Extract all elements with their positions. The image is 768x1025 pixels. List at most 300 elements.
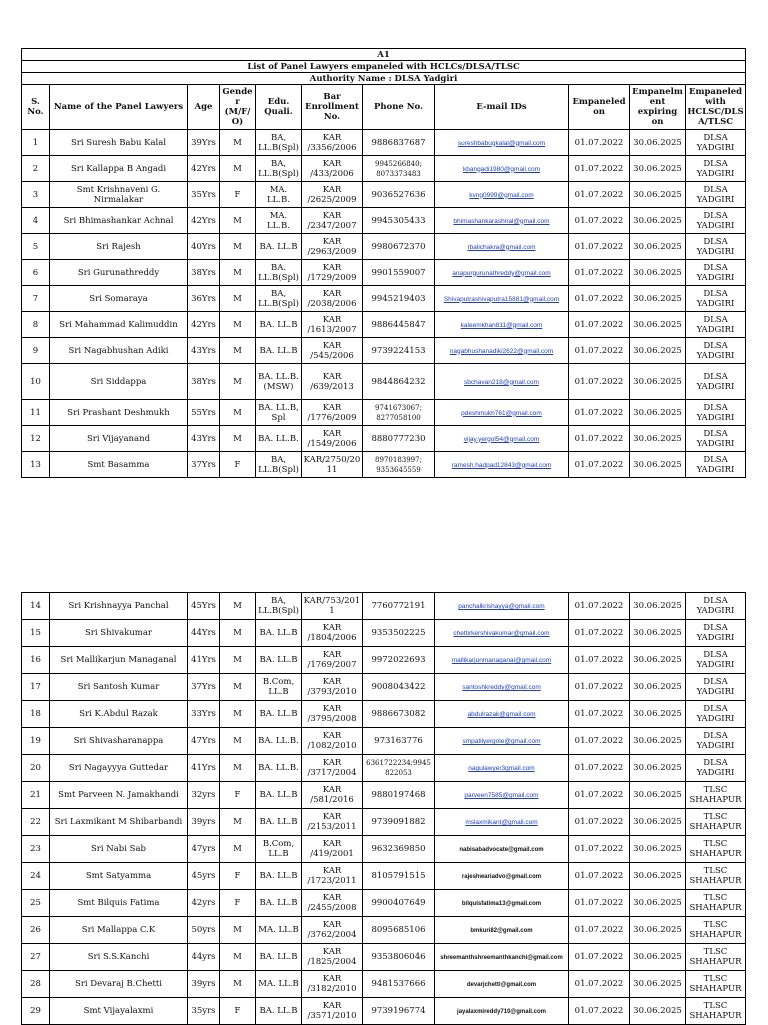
cell-gender: M — [220, 156, 256, 182]
cell-empaneled-with: TLSC SHAHAPUR — [686, 998, 746, 1025]
table-row — [22, 400, 746, 426]
cell-bar-enrollment: KAR /1082/2010 — [302, 728, 363, 755]
cell-empaneled-with: DLSA YADGIRI — [686, 426, 746, 452]
cell-sno: 22 — [22, 809, 50, 836]
email-link: devarjchetti@gmail.com — [466, 982, 537, 988]
cell-bar-enrollment: KAR /3795/2008 — [302, 701, 363, 728]
cell-name: Smt Satyamma — [50, 863, 188, 890]
cell-email — [435, 364, 569, 400]
cell-expiring-on: 30.06.2025 — [630, 674, 686, 701]
cell-empaneled-with: TLSC SHAHAPUR — [686, 863, 746, 890]
cell-education: MA. LL.B. — [256, 182, 302, 208]
cell-empaneled-with: DLSA YADGIRI — [686, 647, 746, 674]
cell-empaneled-on: 01.07.2022 — [569, 728, 630, 755]
cell-empaneled-on: 01.07.2022 — [569, 998, 630, 1025]
cell-gender: M — [220, 836, 256, 863]
cell-education: BA. LL.B, Spl — [256, 400, 302, 426]
cell-email — [435, 338, 569, 364]
email-link[interactable]: mallikarjunmanaganal@gmail.com — [451, 657, 552, 664]
cell-gender: F — [220, 890, 256, 917]
cell-name: Smt Bilquis Fatima — [50, 890, 188, 917]
cell-empaneled-with: DLSA YADGIRI — [686, 400, 746, 426]
email-link[interactable]: pdeshmukh761@gmail.com — [461, 409, 542, 417]
cell-expiring-on: 30.06.2025 — [630, 452, 686, 478]
cell-bar-enrollment: KAR /433/2006 — [302, 156, 363, 182]
table-row — [22, 782, 746, 809]
cell-education: BA. LL.B — [256, 234, 302, 260]
cell-expiring-on: 30.06.2025 — [630, 338, 686, 364]
cell-phone: 9739196774 — [363, 998, 435, 1025]
cell-phone: 8105791515 — [363, 863, 435, 890]
table-row — [22, 674, 746, 701]
cell-expiring-on: 30.06.2025 — [630, 647, 686, 674]
cell-education: BA, LL.B(Spl) — [256, 156, 302, 182]
cell-phone: 9036527636 — [363, 182, 435, 208]
email-link[interactable]: sureshbabugkalal@gmail.com — [457, 139, 546, 147]
cell-email — [435, 728, 569, 755]
cell-expiring-on: 30.06.2025 — [630, 208, 686, 234]
email-link: jayalaxmireddy710@gmail.com — [457, 1009, 546, 1015]
cell-email — [435, 620, 569, 647]
cell-education: MA. LL.B — [256, 917, 302, 944]
cell-empaneled-with: DLSA YADGIRI — [686, 338, 746, 364]
cell-phone: 9353806046 — [363, 944, 435, 971]
cell-expiring-on: 30.06.2025 — [630, 809, 686, 836]
cell-name: Sri Santosh Kumar — [50, 674, 188, 701]
cell-gender: M — [220, 312, 256, 338]
cell-email — [435, 208, 569, 234]
table-row — [22, 156, 746, 182]
cell-email — [435, 286, 569, 312]
cell-empaneled-with: TLSC SHAHAPUR — [686, 890, 746, 917]
cell-sno: 24 — [22, 863, 50, 890]
cell-name: Smt Vijayalaxmi — [50, 998, 188, 1025]
email-link[interactable]: bhimashankarashnal@gmail.com — [453, 217, 550, 225]
header-gender: Gender (M/F/O) — [220, 85, 256, 130]
cell-education: B.Com, LL.B — [256, 836, 302, 863]
cell-name: Sri Kallappa B Angadi — [50, 156, 188, 182]
cell-age: 47yrs — [188, 836, 220, 863]
cell-gender: M — [220, 338, 256, 364]
cell-empaneled-on: 01.07.2022 — [569, 260, 630, 286]
cell-sno: 8 — [22, 312, 50, 338]
cell-sno: 13 — [22, 452, 50, 478]
cell-email — [435, 234, 569, 260]
cell-empaneled-with: TLSC SHAHAPUR — [686, 782, 746, 809]
email-link[interactable]: parveen7585@gmail.com — [464, 792, 539, 799]
cell-email — [435, 944, 569, 971]
cell-phone: 9972022693 — [363, 647, 435, 674]
table-row — [22, 647, 746, 674]
cell-bar-enrollment: KAR /2455/2008 — [302, 890, 363, 917]
cell-sno: 28 — [22, 971, 50, 998]
cell-email — [435, 809, 569, 836]
cell-education: BA. LL.B — [256, 701, 302, 728]
cell-phone: 973163776 — [363, 728, 435, 755]
cell-empaneled-with: DLSA YADGIRI — [686, 593, 746, 620]
cell-empaneled-with: DLSA YADGIRI — [686, 234, 746, 260]
cell-name: Sri Krishnayya Panchal — [50, 593, 188, 620]
cell-bar-enrollment: KAR /1769/2007 — [302, 647, 363, 674]
cell-sno: 9 — [22, 338, 50, 364]
header-empaneled-on: Empaneled on — [569, 85, 630, 130]
cell-gender: M — [220, 701, 256, 728]
cell-empaneled-with: TLSC SHAHAPUR — [686, 917, 746, 944]
cell-expiring-on: 30.06.2025 — [630, 130, 686, 156]
table-row — [22, 593, 746, 620]
cell-phone: 8970183997; 9353645559 — [363, 452, 435, 478]
cell-age: 41Yrs — [188, 647, 220, 674]
cell-age: 43Yrs — [188, 338, 220, 364]
cell-name: Sri Mallikarjun Managanal — [50, 647, 188, 674]
cell-phone: 9741673067; 8277058100 — [363, 400, 435, 426]
table-row — [22, 809, 746, 836]
cell-age: 36Yrs — [188, 286, 220, 312]
table-row — [22, 701, 746, 728]
cell-age: 33Yrs — [188, 701, 220, 728]
cell-age: 39yrs — [188, 809, 220, 836]
table-row — [22, 755, 746, 782]
table-row — [22, 836, 746, 863]
cell-email — [435, 836, 569, 863]
cell-empaneled-on: 01.07.2022 — [569, 944, 630, 971]
table-row — [22, 620, 746, 647]
cell-education: MA. LL.B — [256, 971, 302, 998]
header-row — [22, 85, 746, 130]
cell-empaneled-on: 01.07.2022 — [569, 364, 630, 400]
cell-gender: F — [220, 863, 256, 890]
cell-expiring-on: 30.06.2025 — [630, 593, 686, 620]
cell-phone: 9008043422 — [363, 674, 435, 701]
cell-bar-enrollment: KAR /2625/2009 — [302, 182, 363, 208]
cell-empaneled-on: 01.07.2022 — [569, 917, 630, 944]
email-link[interactable]: vijay.yergol54@gmail.com — [463, 435, 540, 443]
email-link[interactable]: chettirkershivakumar@gmail.com — [453, 630, 550, 637]
cell-phone: 9632369850 — [363, 836, 435, 863]
cell-empaneled-with: DLSA YADGIRI — [686, 260, 746, 286]
cell-sno: 21 — [22, 782, 50, 809]
cell-education: BA. LL.B. (MSW) — [256, 364, 302, 400]
cell-empaneled-with: DLSA YADGIRI — [686, 208, 746, 234]
cell-sno: 17 — [22, 674, 50, 701]
cell-bar-enrollment: KAR /1776/2009 — [302, 400, 363, 426]
cell-sno: 27 — [22, 944, 50, 971]
cell-empaneled-with: TLSC SHAHAPUR — [686, 809, 746, 836]
cell-age: 42Yrs — [188, 312, 220, 338]
cell-gender: M — [220, 234, 256, 260]
cell-empaneled-on: 01.07.2022 — [569, 156, 630, 182]
cell-gender: M — [220, 620, 256, 647]
cell-bar-enrollment: KAR /581/2016 — [302, 782, 363, 809]
cell-bar-enrollment: KAR/2750/2011 — [302, 452, 363, 478]
cell-sno: 25 — [22, 890, 50, 917]
cell-expiring-on: 30.06.2025 — [630, 836, 686, 863]
cell-bar-enrollment: KAR /1549/2006 — [302, 426, 363, 452]
cell-name: Sri Shivakumar — [50, 620, 188, 647]
cell-expiring-on: 30.06.2025 — [630, 260, 686, 286]
cell-empaneled-on: 01.07.2022 — [569, 208, 630, 234]
cell-name: Sri Gurunathreddy — [50, 260, 188, 286]
table-row — [22, 426, 746, 452]
cell-expiring-on: 30.06.2025 — [630, 426, 686, 452]
cell-empaneled-on: 01.07.2022 — [569, 452, 630, 478]
cell-sno: 12 — [22, 426, 50, 452]
cell-gender: M — [220, 260, 256, 286]
cell-phone: 9844864232 — [363, 364, 435, 400]
header-age: Age — [188, 85, 220, 130]
table-row — [22, 917, 746, 944]
cell-education: BA, LL.B(Spl) — [256, 130, 302, 156]
cell-gender: M — [220, 426, 256, 452]
cell-phone: 7760772191 — [363, 593, 435, 620]
cell-bar-enrollment: KAR /2347/2007 — [302, 208, 363, 234]
cell-phone: 9739224153 — [363, 338, 435, 364]
cell-bar-enrollment: KAR /1723/2011 — [302, 863, 363, 890]
cell-phone: 6361722234;9945822053 — [363, 755, 435, 782]
cell-education: B.Com, LL.B — [256, 674, 302, 701]
cell-name: Sri Nabi Sab — [50, 836, 188, 863]
cell-expiring-on: 30.06.2025 — [630, 234, 686, 260]
cell-bar-enrollment: KAR /1825/2004 — [302, 944, 363, 971]
cell-age: 39yrs — [188, 971, 220, 998]
cell-bar-enrollment: KAR /419/2001 — [302, 836, 363, 863]
table-row — [22, 208, 746, 234]
cell-education: BA, LL.B(Spl) — [256, 593, 302, 620]
header-bar-enrollment: Bar Enrollment No. — [302, 85, 363, 130]
cell-name: Sri Prashant Deshmukh — [50, 400, 188, 426]
cell-bar-enrollment: KAR /3356/2006 — [302, 130, 363, 156]
cell-expiring-on: 30.06.2025 — [630, 701, 686, 728]
cell-age: 38Yrs — [188, 260, 220, 286]
cell-empaneled-on: 01.07.2022 — [569, 130, 630, 156]
email-link[interactable]: abdulrazak@gmail.com — [467, 711, 536, 718]
cell-phone: 9886445847 — [363, 312, 435, 338]
cell-gender: M — [220, 286, 256, 312]
cell-gender: M — [220, 971, 256, 998]
cell-education: BA, LL.B(Spl) — [256, 286, 302, 312]
cell-education: BA. LL.B — [256, 647, 302, 674]
email-link[interactable]: kaleemkhan811@gmail.com — [460, 321, 543, 329]
cell-age: 50yrs — [188, 917, 220, 944]
cell-age: 45yrs — [188, 863, 220, 890]
cell-age: 44Yrs — [188, 620, 220, 647]
cell-sno: 5 — [22, 234, 50, 260]
cell-age: 37Yrs — [188, 452, 220, 478]
cell-gender: M — [220, 364, 256, 400]
header-empaneled-with: Empaneled with HCLSC/DLSA/TLSC — [686, 85, 746, 130]
cell-expiring-on: 30.06.2025 — [630, 156, 686, 182]
cell-age: 42Yrs — [188, 156, 220, 182]
cell-sno: 26 — [22, 917, 50, 944]
cell-gender: F — [220, 182, 256, 208]
cell-phone: 9945305433 — [363, 208, 435, 234]
cell-email — [435, 312, 569, 338]
cell-expiring-on: 30.06.2025 — [630, 364, 686, 400]
cell-sno: 16 — [22, 647, 50, 674]
email-link[interactable]: nagabhushanadiki2622@gmail.com — [449, 347, 554, 355]
cell-email — [435, 647, 569, 674]
cell-empaneled-with: TLSC SHAHAPUR — [686, 836, 746, 863]
cell-name: Sri Bhimashankar Achnal — [50, 208, 188, 234]
cell-gender: M — [220, 728, 256, 755]
authority-name: Authority Name : DLSA Yadgiri — [22, 73, 746, 85]
cell-name: Sri Vijayanand — [50, 426, 188, 452]
cell-education: BA. LL.B — [256, 782, 302, 809]
cell-empaneled-on: 01.07.2022 — [569, 809, 630, 836]
cell-bar-enrollment: KAR /2038/2006 — [302, 286, 363, 312]
cell-email — [435, 998, 569, 1025]
cell-name: Sri Devaraj B.Chetti — [50, 971, 188, 998]
cell-name: Sri Siddappa — [50, 364, 188, 400]
email-link[interactable]: nagulawyer3gmail.com — [468, 765, 535, 772]
cell-empaneled-on: 01.07.2022 — [569, 701, 630, 728]
cell-sno: 1 — [22, 130, 50, 156]
cell-bar-enrollment: KAR /3182/2010 — [302, 971, 363, 998]
cell-name: Sri Mallappa C.K — [50, 917, 188, 944]
header-education: Edu. Quali. — [256, 85, 302, 130]
cell-bar-enrollment: KAR /2963/2009 — [302, 234, 363, 260]
cell-phone: 9980672370 — [363, 234, 435, 260]
cell-email — [435, 452, 569, 478]
cell-empaneled-with: DLSA YADGIRI — [686, 364, 746, 400]
cell-empaneled-on: 01.07.2022 — [569, 338, 630, 364]
cell-age: 41Yrs — [188, 755, 220, 782]
cell-phone: 9739091882 — [363, 809, 435, 836]
cell-sno: 20 — [22, 755, 50, 782]
cell-empaneled-on: 01.07.2022 — [569, 674, 630, 701]
email-link[interactable]: kbangadi1980@gmail.com — [462, 165, 541, 173]
cell-empaneled-on: 01.07.2022 — [569, 182, 630, 208]
cell-education: MA. LL.B. — [256, 208, 302, 234]
cell-age: 35yrs — [188, 998, 220, 1025]
cell-name: Sri Somaraya — [50, 286, 188, 312]
cell-gender: M — [220, 944, 256, 971]
cell-sno: 29 — [22, 998, 50, 1025]
cell-email — [435, 156, 569, 182]
cell-email — [435, 701, 569, 728]
cell-empaneled-on: 01.07.2022 — [569, 593, 630, 620]
table-row — [22, 130, 746, 156]
cell-name: Smt Krishnaveni G. Nirmalakar — [50, 182, 188, 208]
cell-empaneled-on: 01.07.2022 — [569, 890, 630, 917]
cell-education: BA. LL.B — [256, 863, 302, 890]
cell-phone: 8095685106 — [363, 917, 435, 944]
cell-gender: M — [220, 400, 256, 426]
cell-expiring-on: 30.06.2025 — [630, 728, 686, 755]
cell-phone: 9900407649 — [363, 890, 435, 917]
cell-name: Sri Rajesh — [50, 234, 188, 260]
cell-education: BA. LL.B — [256, 890, 302, 917]
cell-age: 47Yrs — [188, 728, 220, 755]
header-expiring-on: Empanelment expiring on — [630, 85, 686, 130]
cell-expiring-on: 30.06.2025 — [630, 182, 686, 208]
cell-empaneled-on: 01.07.2022 — [569, 234, 630, 260]
cell-age: 42yrs — [188, 890, 220, 917]
cell-sno: 18 — [22, 701, 50, 728]
cell-name: Sri Suresh Babu Kalal — [50, 130, 188, 156]
header-email: E-mail IDs — [435, 85, 569, 130]
cell-empaneled-with: DLSA YADGIRI — [686, 130, 746, 156]
cell-empaneled-on: 01.07.2022 — [569, 863, 630, 890]
cell-name: Sri S.S.Kanchi — [50, 944, 188, 971]
cell-education: BA. LL.B. — [256, 728, 302, 755]
cell-email — [435, 917, 569, 944]
cell-age: 42Yrs — [188, 208, 220, 234]
cell-expiring-on: 30.06.2025 — [630, 863, 686, 890]
table-row — [22, 452, 746, 478]
table-row — [22, 234, 746, 260]
cell-age: 35Yrs — [188, 182, 220, 208]
cell-bar-enrollment: KAR /2153/2011 — [302, 809, 363, 836]
cell-sno: 23 — [22, 836, 50, 863]
email-link[interactable]: mslaxmikant@gmail.com — [465, 819, 538, 826]
cell-bar-enrollment: KAR /1613/2007 — [302, 312, 363, 338]
cell-empaneled-on: 01.07.2022 — [569, 286, 630, 312]
email-link: nabisabadvocate@gmail.com — [459, 847, 544, 853]
cell-gender: M — [220, 647, 256, 674]
cell-expiring-on: 30.06.2025 — [630, 620, 686, 647]
cell-education: BA. LL.B — [256, 338, 302, 364]
cell-education: BA. LL.B. — [256, 755, 302, 782]
cell-gender: M — [220, 208, 256, 234]
cell-expiring-on: 30.06.2025 — [630, 782, 686, 809]
header-sno: S. No. — [22, 85, 50, 130]
cell-empaneled-with: DLSA YADGIRI — [686, 182, 746, 208]
cell-age: 44yrs — [188, 944, 220, 971]
cell-gender: M — [220, 809, 256, 836]
cell-email — [435, 971, 569, 998]
email-link[interactable]: sbchavan218@gmail.com — [464, 378, 539, 386]
email-link[interactable]: rbalichakra@gmail.com — [467, 243, 536, 251]
panel-lawyers-table-page2 — [21, 592, 746, 1025]
table-row — [22, 312, 746, 338]
email-link[interactable]: santoshkreddy@gmail.com — [462, 684, 541, 691]
table-row — [22, 998, 746, 1025]
cell-empaneled-on: 01.07.2022 — [569, 647, 630, 674]
email-link[interactable]: anapurgurunathreddy@gmail.com — [452, 269, 551, 277]
table-row — [22, 286, 746, 312]
email-link: shreemanthshreemanthkanchi@gmail.com — [440, 955, 563, 961]
cell-email — [435, 890, 569, 917]
cell-education: BA. LL.B — [256, 620, 302, 647]
cell-empaneled-with: TLSC SHAHAPUR — [686, 971, 746, 998]
cell-bar-enrollment: KAR /3762/2004 — [302, 917, 363, 944]
table-row — [22, 182, 746, 208]
cell-empaneled-on: 01.07.2022 — [569, 426, 630, 452]
table-row — [22, 364, 746, 400]
email-link[interactable]: ramesh.hadpad12843@gmail.com — [451, 461, 552, 469]
cell-gender: F — [220, 998, 256, 1025]
cell-expiring-on: 30.06.2025 — [630, 998, 686, 1025]
cell-empaneled-with: TLSC SHAHAPUR — [686, 944, 746, 971]
email-link: bilquisfatima13@gmail.com — [461, 901, 542, 907]
email-link[interactable]: Shivaputrashivaputra15881@gmail.com — [443, 295, 560, 303]
cell-education: BA. LL.B — [256, 944, 302, 971]
cell-bar-enrollment: KAR /3717/2004 — [302, 755, 363, 782]
cell-name: Sri Nagabhushan Adiki — [50, 338, 188, 364]
email-link[interactable]: panchalkrishayya@gmail.com — [458, 603, 545, 610]
cell-phone: 9945266840; 8073373483 — [363, 156, 435, 182]
cell-bar-enrollment: KAR/753/2011 — [302, 593, 363, 620]
cell-name: Sri Laxmikant M Shibarbandi — [50, 809, 188, 836]
cell-age: 37Yrs — [188, 674, 220, 701]
cell-bar-enrollment: KAR /3571/2010 — [302, 998, 363, 1025]
cell-education: BA. LL.B — [256, 998, 302, 1025]
email-link[interactable]: kvng0999@gmail.com — [469, 191, 534, 199]
email-link[interactable]: smpatilyergole@gmail.com — [462, 738, 541, 745]
cell-empaneled-on: 01.07.2022 — [569, 971, 630, 998]
cell-empaneled-on: 01.07.2022 — [569, 312, 630, 338]
